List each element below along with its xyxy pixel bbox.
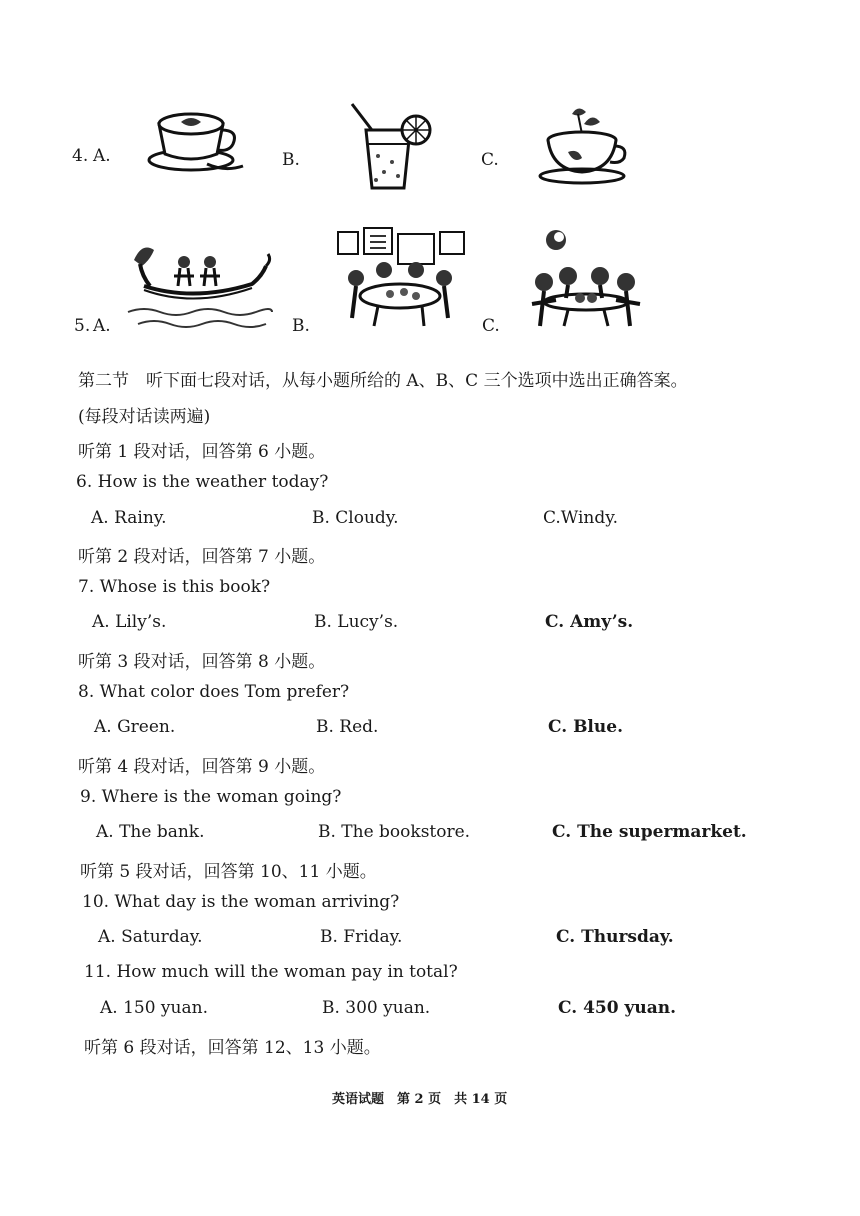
question-6: 6. How is the weather today? bbox=[76, 472, 329, 492]
juice-glass-icon bbox=[348, 100, 438, 192]
q8-option-a: A. Green. bbox=[94, 717, 176, 737]
q9-option-c: C. The supermarket. bbox=[552, 822, 747, 842]
q7-option-b: B. Lucy’s. bbox=[314, 612, 399, 632]
q6-option-c: C.Windy. bbox=[543, 508, 618, 528]
question-7: 7. Whose is this book? bbox=[78, 577, 271, 597]
question-10: 10. What day is the woman arriving? bbox=[82, 892, 400, 912]
q6-option-b: B. Cloudy. bbox=[312, 508, 399, 528]
q9-option-b: B. The bookstore. bbox=[318, 822, 471, 842]
q11-option-a: A. 150 yuan. bbox=[100, 998, 208, 1018]
page-footer: 英语试题 第 2 页 共 14 页 bbox=[332, 1092, 508, 1107]
question-11: 11. How much will the woman pay in total? bbox=[84, 962, 458, 982]
section-heading: 第二节 听下面七段对话，从每小题所给的 A、B、C 三个选项中选出正确答案。 bbox=[78, 371, 688, 391]
q5-number: 5. bbox=[74, 316, 91, 336]
tea-cup-icon bbox=[538, 104, 630, 186]
q5-option-b-label: B. bbox=[292, 316, 310, 336]
section-note: (每段对话读两遍) bbox=[78, 407, 211, 427]
q5-option-c-label: C. bbox=[482, 316, 500, 336]
q4-option-a-label: A. bbox=[93, 146, 111, 166]
question-9: 9. Where is the woman going? bbox=[80, 787, 342, 807]
q6-option-a: A. Rainy. bbox=[91, 508, 167, 528]
dialogue-5-instruction: 听第 5 段对话，回答第 10、11 小题。 bbox=[80, 862, 377, 882]
q11-option-c: C. 450 yuan. bbox=[558, 998, 677, 1018]
q10-option-a: A. Saturday. bbox=[98, 927, 203, 947]
q8-option-c: C. Blue. bbox=[548, 717, 623, 737]
q7-option-c: C. Amy’s. bbox=[545, 612, 634, 632]
dialogue-4-instruction: 听第 4 段对话，回答第 9 小题。 bbox=[78, 757, 326, 777]
dialogue-6-instruction: 听第 6 段对话，回答第 12、13 小题。 bbox=[84, 1038, 381, 1058]
q10-option-b: B. Friday. bbox=[320, 927, 403, 947]
dragon-boat-icon bbox=[124, 236, 274, 332]
q7-option-a: A. Lily’s. bbox=[92, 612, 167, 632]
q8-option-b: B. Red. bbox=[316, 717, 379, 737]
q10-option-c: C. Thursday. bbox=[556, 927, 674, 947]
q4-number: 4. bbox=[72, 146, 89, 166]
dialogue-3-instruction: 听第 3 段对话，回答第 8 小题。 bbox=[78, 652, 326, 672]
question-8: 8. What color does Tom prefer? bbox=[78, 682, 350, 702]
dialogue-2-instruction: 听第 2 段对话，回答第 7 小题。 bbox=[78, 547, 326, 567]
q4-option-c-label: C. bbox=[481, 150, 499, 170]
dialogue-1-instruction: 听第 1 段对话，回答第 6 小题。 bbox=[78, 442, 326, 462]
coffee-cup-icon bbox=[145, 102, 245, 174]
family-dinner-icon bbox=[334, 226, 470, 334]
q5-option-a-label: A. bbox=[93, 316, 111, 336]
mooncake-festival-icon bbox=[524, 226, 648, 332]
q4-option-b-label: B. bbox=[282, 150, 300, 170]
q11-option-b: B. 300 yuan. bbox=[322, 998, 431, 1018]
q9-option-a: A. The bank. bbox=[96, 822, 205, 842]
